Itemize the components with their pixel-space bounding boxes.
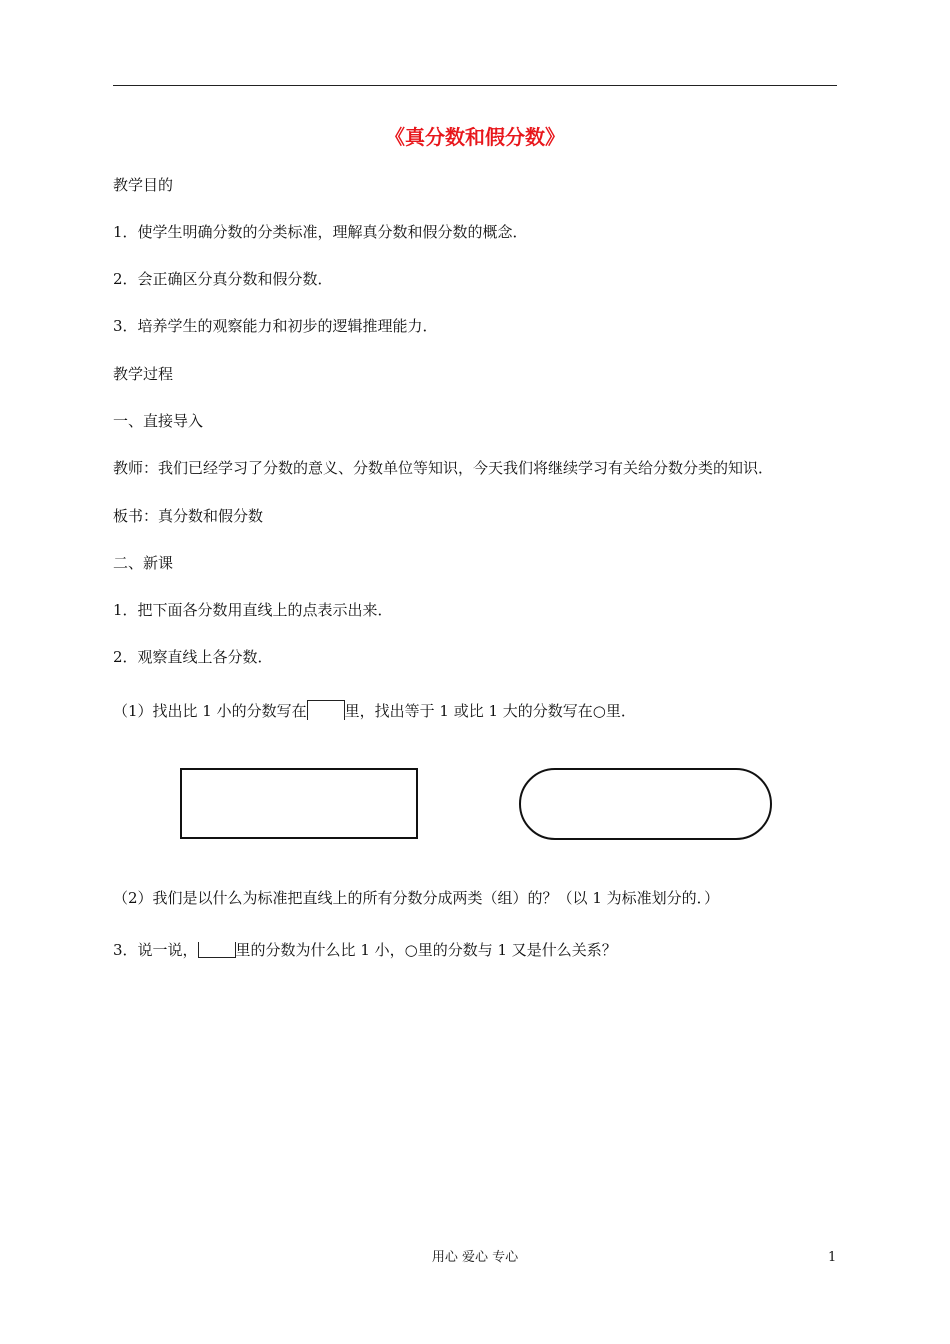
- footer-motto: 用心 爱心 专心: [431, 1250, 519, 1265]
- question-1-text-a: （1）找出比 1 小的分数写在: [113, 702, 307, 720]
- question-2: （2）我们是以什么为标准把直线上的所有分数分成两类（组）的？（以 1 为标准划分的．）: [113, 889, 720, 907]
- proper-fraction-box: [180, 768, 418, 839]
- question-1: [113, 700, 636, 721]
- question-3: [113, 940, 617, 960]
- improper-fraction-oval: [519, 768, 772, 840]
- objective-2: 2．会正确区分真分数和假分数．: [113, 270, 333, 288]
- section-heading-objectives: 教学目的: [113, 176, 174, 194]
- task-2: 2．观察直线上各分数．: [113, 648, 273, 666]
- document-title: 《真分数和假分数》: [385, 125, 565, 149]
- board-writing: 板书：真分数和假分数: [113, 507, 264, 525]
- section-heading-process: 教学过程: [113, 365, 174, 383]
- header-rule: [113, 85, 837, 86]
- page-number: 1: [828, 1250, 837, 1265]
- step-intro-heading: 一、直接导入: [113, 412, 204, 430]
- task-1: 1．把下面各分数用直线上的点表示出来．: [113, 601, 393, 619]
- question-3-text-a: 3．说一说，: [113, 941, 198, 959]
- new-lesson-heading: 二、新课: [113, 554, 174, 572]
- objective-3: 3．培养学生的观察能力和初步的逻辑推理能力．: [113, 317, 438, 335]
- teacher-statement: 教师：我们已经学习了分数的意义、分数单位等知识，今天我们将继续学习有关给分数分类的知识．: [113, 459, 774, 477]
- square-box-symbol: [198, 942, 236, 958]
- objective-1: 1．使学生明确分数的分类标准，理解真分数和假分数的概念．: [113, 223, 528, 241]
- question-3-text-b: 里的分数为什么比 1 小，○里的分数与 1 又是什么关系？: [235, 941, 617, 959]
- square-box-symbol: [307, 700, 345, 720]
- question-1-text-b: 里，找出等于 1 或比 1 大的分数写在○里．: [344, 702, 636, 720]
